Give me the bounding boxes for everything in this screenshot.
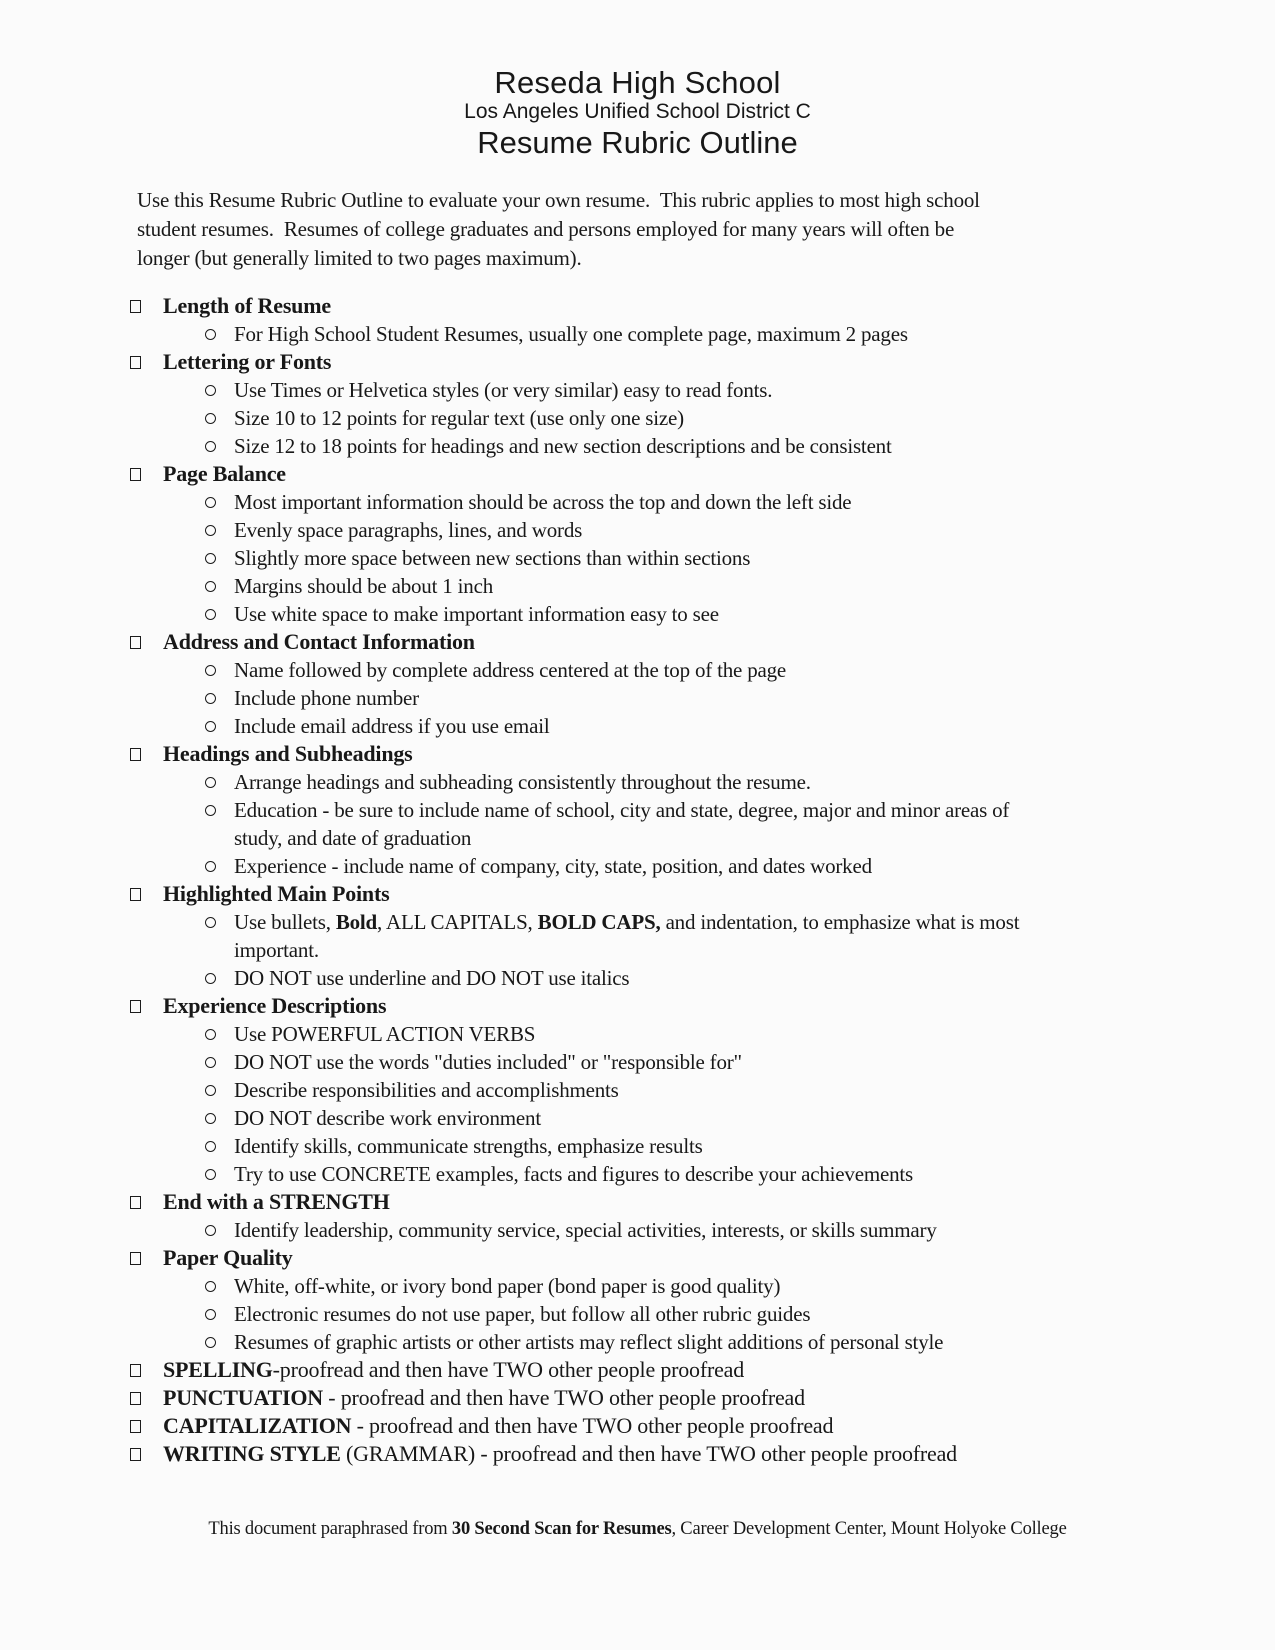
outline-sub-item-row: [0, 320, 1275, 348]
square-bullet-icon: [130, 1252, 141, 1265]
outline-sub-item-row: [0, 1048, 1275, 1076]
text-segment: Slightly more space between new sections than within sections: [234, 546, 751, 570]
circle-bullet-icon: [205, 665, 216, 676]
text-segment: WRITING STYLE: [163, 1441, 341, 1466]
text-segment: Describe responsibilities and accomplishments: [234, 1078, 619, 1102]
text-segment: Name followed by complete address centered at the top of the page: [234, 658, 787, 682]
text-segment: Length of Resume: [163, 293, 331, 318]
circle-bullet-icon: [205, 553, 216, 564]
outline-sub-item-row: [0, 964, 1275, 992]
circle-bullet-icon: [205, 1309, 216, 1320]
outline-sub-item-row: [0, 1300, 1275, 1328]
text-segment: This document paraphrased from: [208, 1519, 452, 1539]
text-segment: Highlighted Main Points: [163, 881, 390, 906]
outline-sub-item-row: [0, 1076, 1275, 1104]
circle-bullet-icon: [205, 973, 216, 984]
section-heading: [163, 348, 331, 376]
circle-bullet-icon: [205, 1225, 216, 1236]
outline-sub-item-row: [0, 796, 1275, 852]
text-segment: DO NOT describe work environment: [234, 1106, 541, 1130]
text-segment: - proofread and then have TWO other people proofread: [322, 1385, 805, 1410]
footer-citation: [0, 1519, 1275, 1540]
section-heading: [163, 1440, 957, 1468]
text-segment: Experience - include name of company, city, state, position, and dates worked: [234, 854, 872, 878]
text-segment: DO NOT use underline and DO NOT use italics: [234, 966, 630, 990]
intro-paragraph: Use this Resume Rubric Outline to evaluate your own resume. This rubric applies to most high school student resumes. Resumes of college graduates and persons employed for many years will often be longer (but generally limited to two pages maximum).: [137, 188, 985, 270]
circle-bullet-icon: [205, 805, 216, 816]
circle-bullet-icon: [205, 609, 216, 620]
section-heading: [163, 740, 413, 768]
outline-section-row: [0, 740, 1275, 768]
circle-bullet-icon: [205, 525, 216, 536]
text-segment: Identify leadership, community service, special activities, interests, or skills summary: [234, 1218, 937, 1242]
outline-sub-item-row: [0, 1132, 1275, 1160]
text-segment: Use POWERFUL ACTION VERBS: [234, 1022, 536, 1046]
outline-section-row: [0, 348, 1275, 376]
circle-bullet-icon: [205, 1337, 216, 1348]
text-segment: White, off-white, or ivory bond paper (bond paper is good quality): [234, 1274, 781, 1298]
page-title: Resume Rubric Outline: [477, 125, 798, 160]
section-heading: [163, 1412, 833, 1440]
circle-bullet-icon: [205, 917, 216, 928]
outline-section-row: [0, 880, 1275, 908]
outline-sub-item-row: [0, 544, 1275, 572]
circle-bullet-icon: [205, 777, 216, 788]
text-segment: , Career Development Center, Mount Holyoke College: [671, 1519, 1067, 1539]
text-segment: Use Times or Helvetica styles (or very similar) easy to read fonts.: [234, 378, 773, 402]
text-segment: BOLD CAPS,: [537, 910, 661, 934]
outline-sub-item-row: [0, 656, 1275, 684]
square-bullet-icon: [130, 1196, 141, 1209]
outline-sub-item-row: [0, 404, 1275, 432]
text-segment: Identify skills, communicate strengths, emphasize results: [234, 1134, 703, 1158]
text-segment: , ALL CAPITALS,: [377, 910, 538, 934]
square-bullet-icon: [130, 636, 141, 649]
text-segment: and indentation, to emphasize what is most important.: [234, 910, 1020, 962]
outline-sub-item-row: [0, 516, 1275, 544]
text-segment: Resumes of graphic artists or other artists may reflect slight additions of personal style: [234, 1330, 944, 1354]
outline-sub-item-row: [0, 1020, 1275, 1048]
outline-sub-item-row: [0, 488, 1275, 516]
square-bullet-icon: [130, 748, 141, 761]
text-segment: SPELLING: [163, 1357, 273, 1382]
text-segment: DO NOT use the words "duties included" or "responsible for": [234, 1050, 742, 1074]
section-heading: [163, 292, 331, 320]
sub-item-text: [234, 376, 772, 404]
text-segment: (GRAMMAR) - proofread and then have TWO other people proofread: [340, 1441, 957, 1466]
text-segment: 30 Second Scan for Resumes: [451, 1519, 672, 1539]
section-heading: [163, 628, 475, 656]
text-segment: Bold: [335, 910, 378, 934]
text-segment: Headings and Subheadings: [163, 741, 413, 766]
circle-bullet-icon: [205, 693, 216, 704]
sub-item-text: [234, 768, 811, 796]
square-bullet-icon: [130, 888, 141, 901]
outline-sub-item-row: [0, 768, 1275, 796]
outline-sub-item-row: [0, 712, 1275, 740]
sub-item-text: [234, 1300, 810, 1328]
sub-item-text: [234, 1048, 742, 1076]
circle-bullet-icon: [205, 721, 216, 732]
sub-item-text: [234, 572, 493, 600]
outline-sub-item-row: [0, 376, 1275, 404]
section-heading: [163, 1244, 293, 1272]
sub-item-text: [234, 1104, 541, 1132]
square-bullet-icon: [130, 1392, 141, 1405]
outline-sub-item-row: [0, 1272, 1275, 1300]
circle-bullet-icon: [205, 581, 216, 592]
text-segment: End with a STRENGTH: [163, 1189, 390, 1214]
outline-sub-item-row: [0, 600, 1275, 628]
text-segment: Experience Descriptions: [163, 993, 387, 1018]
sub-item-text: [234, 964, 629, 992]
outline-sub-item-row: [0, 852, 1275, 880]
sub-item-text: [234, 656, 786, 684]
text-segment: Electronic resumes do not use paper, but follow all other rubric guides: [234, 1302, 811, 1326]
outline-sub-item-row: [0, 1216, 1275, 1244]
text-segment: Use bullets,: [234, 910, 336, 934]
circle-bullet-icon: [205, 497, 216, 508]
circle-bullet-icon: [205, 441, 216, 452]
outline-section-row: [0, 1384, 1275, 1412]
square-bullet-icon: [130, 1364, 141, 1377]
square-bullet-icon: [130, 1420, 141, 1433]
outline-sub-item-row: [0, 1160, 1275, 1188]
sub-item-text: [234, 600, 719, 628]
text-segment: Evenly space paragraphs, lines, and words: [234, 518, 583, 542]
text-segment: Size 10 to 12 points for regular text (use only one size): [234, 406, 684, 430]
outline-section-row: [0, 1412, 1275, 1440]
outline-section-row: [0, 992, 1275, 1020]
outline-sub-item-row: [0, 1328, 1275, 1356]
sub-item-text: [234, 852, 872, 880]
circle-bullet-icon: [205, 1141, 216, 1152]
sub-item-text: [234, 1216, 937, 1244]
sub-item-text: [234, 1272, 780, 1300]
text-segment: - proofread and then have TWO other people proofread: [351, 1413, 834, 1438]
district-name: Los Angeles Unified School District C: [464, 100, 811, 123]
text-segment: Margins should be about 1 inch: [234, 574, 494, 598]
circle-bullet-icon: [205, 1281, 216, 1292]
section-heading: [163, 1356, 744, 1384]
text-segment: Education - be sure to include name of school, city and state, degree, major and minor areas of study, and date of graduation: [234, 798, 1010, 850]
text-segment: -proofread and then have TWO other people proofread: [272, 1357, 745, 1382]
text-segment: Arrange headings and subheading consistently throughout the resume.: [234, 770, 811, 794]
school-name: Reseda High School: [494, 65, 781, 100]
text-segment: Address and Contact Information: [163, 629, 475, 654]
text-segment: Lettering or Fonts: [163, 349, 332, 374]
circle-bullet-icon: [205, 1169, 216, 1180]
sub-item-text: [234, 1132, 703, 1160]
square-bullet-icon: [130, 468, 141, 481]
sub-item-text: [234, 1076, 619, 1104]
circle-bullet-icon: [205, 1057, 216, 1068]
document-header: [0, 0, 1275, 161]
outline-section-row: [0, 1440, 1275, 1468]
text-segment: Paper Quality: [163, 1245, 293, 1270]
outline-sub-item-row: [0, 684, 1275, 712]
outline-section-row: [0, 1244, 1275, 1272]
outline-sub-item-row: [0, 572, 1275, 600]
section-heading: [163, 460, 286, 488]
outline-sub-item-row: [0, 1104, 1275, 1132]
sub-item-text: [234, 1160, 913, 1188]
sub-item-text: [234, 712, 549, 740]
circle-bullet-icon: [205, 1029, 216, 1040]
sub-item-text: [234, 796, 1062, 852]
sub-item-text: [234, 404, 684, 432]
square-bullet-icon: [130, 300, 141, 313]
outline-section-row: [0, 1356, 1275, 1384]
outline-sub-item-row: [0, 432, 1275, 460]
square-bullet-icon: [130, 1000, 141, 1013]
section-heading: [163, 1188, 390, 1216]
text-segment: Most important information should be across the top and down the left side: [234, 490, 852, 514]
outline-section-row: [0, 292, 1275, 320]
text-segment: Try to use CONCRETE examples, facts and figures to describe your achievements: [234, 1162, 913, 1186]
section-heading: [163, 1384, 805, 1412]
outline-section-row: [0, 628, 1275, 656]
sub-item-text: [234, 516, 582, 544]
sub-item-text: [234, 1328, 943, 1356]
circle-bullet-icon: [205, 413, 216, 424]
text-segment: CAPITALIZATION: [163, 1413, 352, 1438]
circle-bullet-icon: [205, 385, 216, 396]
circle-bullet-icon: [205, 329, 216, 340]
text-segment: Include phone number: [234, 686, 419, 710]
square-bullet-icon: [130, 1448, 141, 1461]
text-segment: For High School Student Resumes, usually one complete page, maximum 2 pages: [234, 322, 908, 346]
rubric-outline: [0, 292, 1275, 1468]
outline-sub-item-row: [0, 908, 1275, 964]
text-segment: Use white space to make important information easy to see: [234, 602, 719, 626]
circle-bullet-icon: [205, 861, 216, 872]
section-heading: [163, 880, 389, 908]
sub-item-text: [234, 432, 892, 460]
circle-bullet-icon: [205, 1085, 216, 1096]
text-segment: Include email address if you use email: [234, 714, 550, 738]
sub-item-text: [234, 320, 908, 348]
section-heading: [163, 992, 386, 1020]
text-segment: Size 12 to 18 points for headings and new section descriptions and be consistent: [234, 434, 892, 458]
circle-bullet-icon: [205, 1113, 216, 1124]
sub-item-text: [234, 488, 851, 516]
square-bullet-icon: [130, 356, 141, 369]
outline-section-row: [0, 1188, 1275, 1216]
outline-section-row: [0, 460, 1275, 488]
sub-item-text: [234, 684, 419, 712]
text-segment: PUNCTUATION: [163, 1385, 323, 1410]
sub-item-text: [234, 544, 750, 572]
sub-item-text: [234, 1020, 535, 1048]
text-segment: Page Balance: [163, 461, 286, 486]
sub-item-text: [234, 908, 1062, 964]
